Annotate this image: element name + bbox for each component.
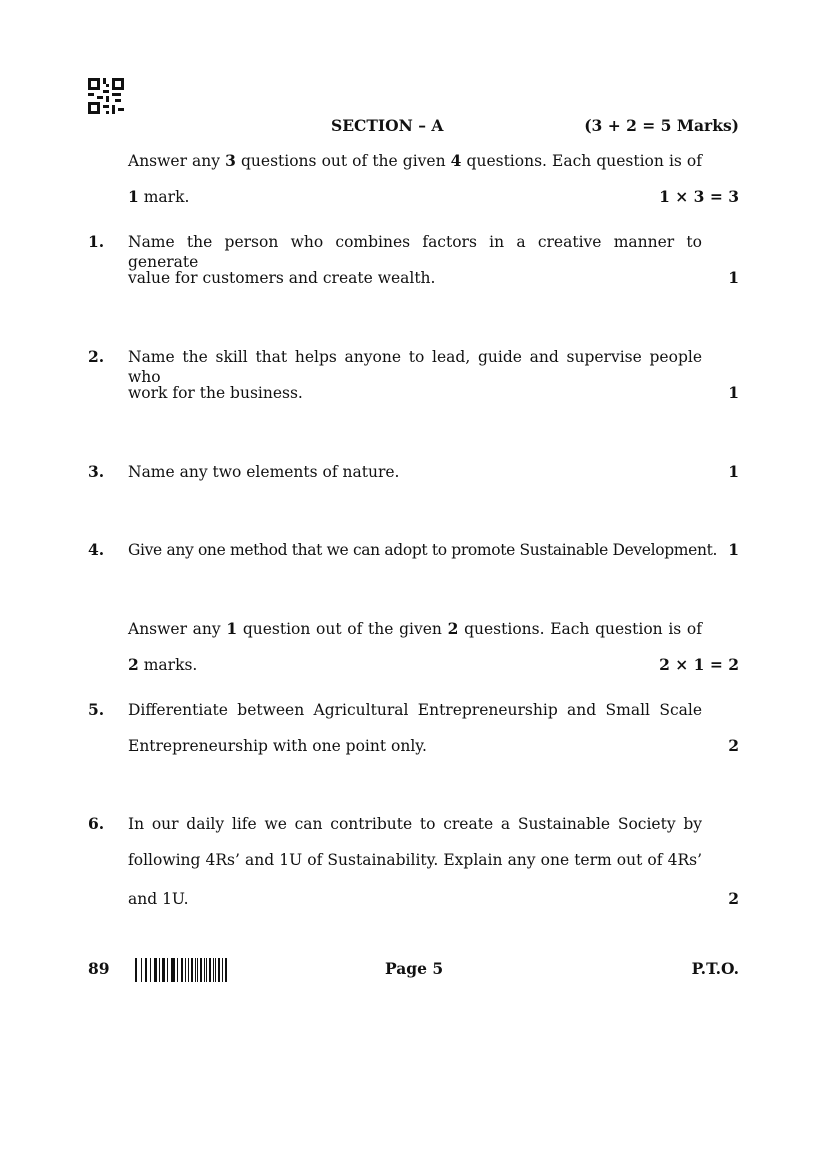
question-text: Entrepreneurship with one point only. bbox=[128, 737, 427, 755]
question-text: Differentiate between Agricultural Entrepreneurship and Small Scale bbox=[128, 701, 702, 719]
section-title: SECTION – A bbox=[331, 116, 444, 135]
page-number: Page 5 bbox=[385, 959, 444, 978]
question-text: work for the business. bbox=[128, 384, 303, 402]
paper-code: 89 bbox=[88, 959, 110, 978]
question-number: 2. bbox=[88, 347, 105, 366]
question-marks: 1 bbox=[728, 268, 739, 287]
question-text: Name any two elements of nature. bbox=[128, 463, 400, 481]
question-text: following 4Rs’ and 1U of Sustainability. Explain any one term out of 4Rs’ bbox=[128, 851, 702, 869]
question-number: 6. bbox=[88, 814, 105, 833]
marks-formula: 1 × 3 = 3 bbox=[659, 187, 739, 206]
question-number: 3. bbox=[88, 462, 105, 481]
pto-label: P.T.O. bbox=[691, 959, 739, 978]
marks-formula: 2 × 1 = 2 bbox=[659, 655, 739, 674]
question-marks: 1 bbox=[728, 383, 739, 402]
question-text: Name the skill that helps anyone to lead, guide and supervise people who bbox=[128, 348, 702, 386]
instruction-line: 2 marks. bbox=[128, 655, 198, 674]
instruction-line: Answer any 3 questions out of the given 4 questions. Each question is of bbox=[128, 151, 703, 170]
question-text: value for customers and create wealth. bbox=[128, 269, 436, 287]
instruction-line: 1 mark. bbox=[128, 187, 190, 206]
question-marks: 1 bbox=[728, 462, 739, 481]
question-text: Give any one method that we can adopt to promote Sustainable Development. bbox=[128, 541, 718, 559]
question-number: 5. bbox=[88, 700, 105, 719]
question-number: 4. bbox=[88, 540, 105, 559]
question-text: In our daily life we can contribute to create a Sustainable Society by bbox=[128, 815, 702, 833]
question-text: Name the person who combines factors in a creative manner to generate bbox=[128, 233, 702, 271]
question-text: and 1U. bbox=[128, 890, 189, 908]
instruction-line: Answer any 1 question out of the given 2 questions. Each question is of bbox=[128, 619, 702, 638]
question-marks: 2 bbox=[728, 889, 739, 908]
qr-code-icon bbox=[88, 78, 124, 114]
question-marks: 2 bbox=[728, 736, 739, 755]
section-marks: (3 + 2 = 5 Marks) bbox=[584, 116, 739, 135]
barcode-icon bbox=[135, 958, 228, 982]
question-number: 1. bbox=[88, 232, 105, 251]
question-marks: 1 bbox=[728, 540, 739, 559]
